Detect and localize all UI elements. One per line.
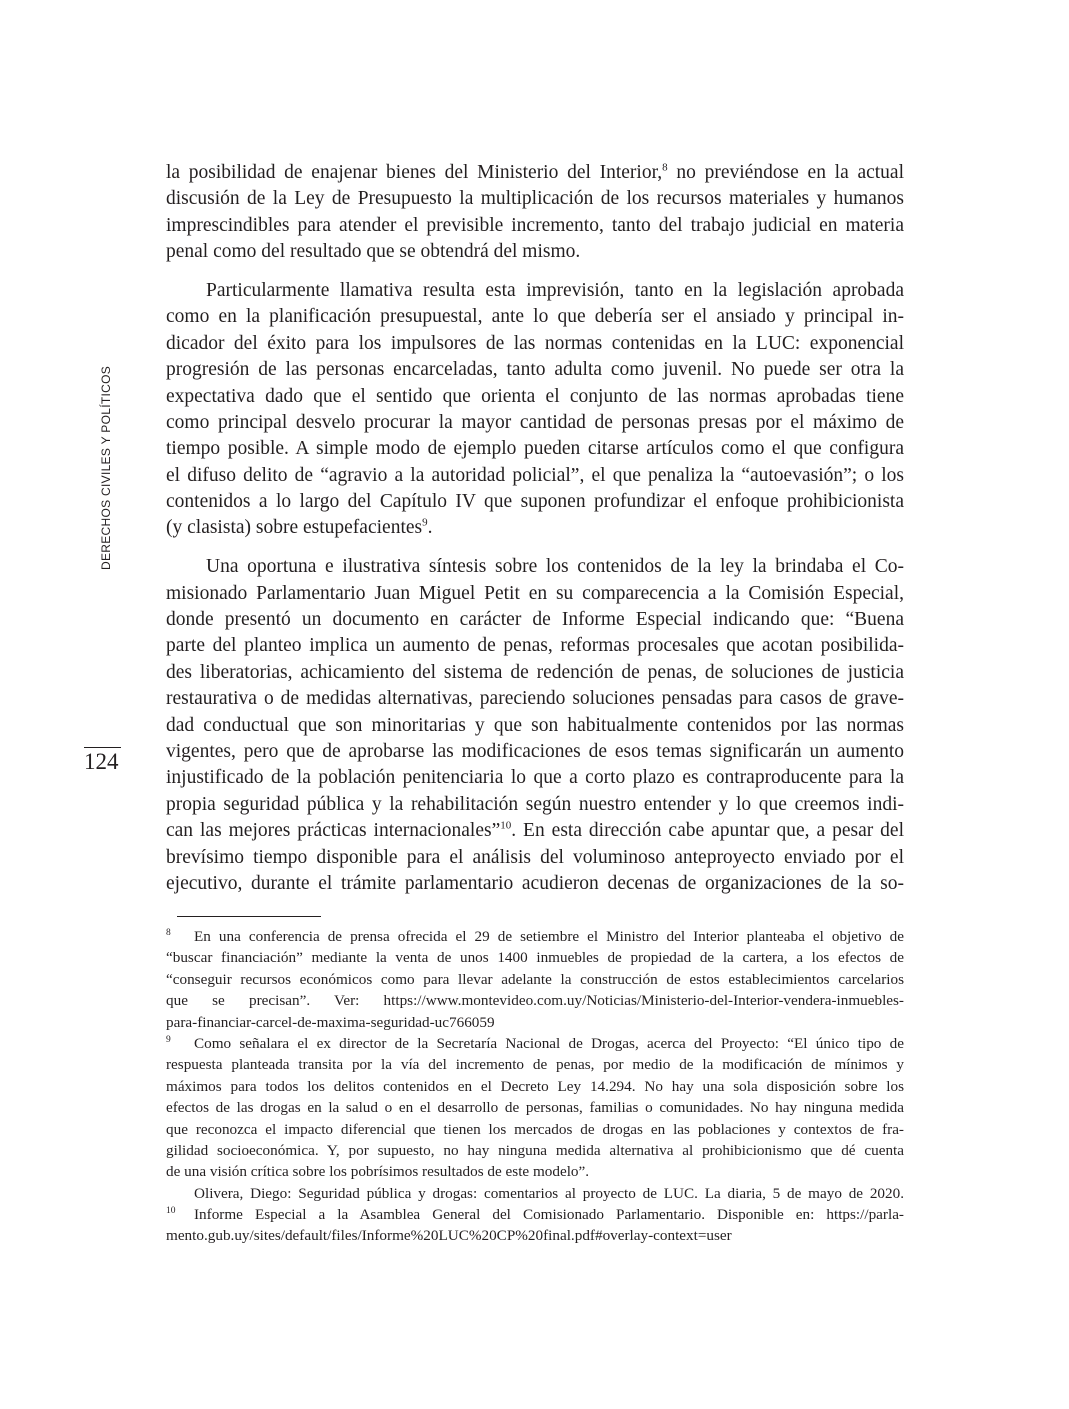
footnote-ref-9[interactable]: 9 [422,516,428,529]
text-line: Una oportuna e ilustrativa síntesis sobre los contenidos de la ley la brindaba el Co- [206,556,904,578]
paragraph-1 [166,160,904,266]
page-number: 124 [84,749,119,774]
text-line: ejecutivo, durante el trámite parlamentario acudieron decenas de organizaciones de la so- [166,872,904,894]
text-line: injustificado de la población penitenciaria lo que a corto plazo es contraproducente para la [166,767,904,789]
text-line: dad conductual que son minoritarias y que son habitualmente contenidos por las normas [166,714,904,736]
text-line: dicador del éxito para los impulsores de las normas contenidas en la LUC: exponencial [166,332,904,354]
footnote-ref-10[interactable]: 10 [500,819,512,832]
footnote-number: 9 [166,1034,171,1045]
paragraph-2 [166,278,904,542]
text-line: vigentes, pero que de aprobarse las modificaciones de esos temas significarán un aumento [166,740,904,762]
footnote-line: efectos de las drogas en la salud o en el desarrollo de personas, familias o comunidades. No hay ninguna medida [166,1099,904,1117]
text-line: misionado Parlamentario Juan Miguel Petit en su comparecencia a la Comisión Especial, [166,582,904,604]
footnote-line: “buscar financiación” mediante la venta de unos 1400 inmuebles de propiedad de la cartera, a los efectos de [166,949,904,967]
text-line: progresión de las personas encarceladas, tanto adulta como juvenil. No puede ser otra la [166,359,904,381]
footnote-line: 10 Informe Especial a la Asamblea General del Comisionado Parlamentario. Disponible en: https://parla- [166,1204,904,1225]
text-line: propia seguridad pública y la rehabilitación según nuestro entender y lo que creemos indi- [166,793,904,815]
footnote-separator [177,916,321,917]
text-line: como en la planificación presupuestal, ante lo que debería ser el ansiado y principal in- [166,306,904,328]
footnotes [166,926,904,1247]
paragraph-3 [166,554,904,897]
footnote-link-line[interactable]: para-financiar-carcel-de-maxima-seguridad-uc766059 [166,1013,495,1031]
footnote-line: “conseguir recursos económicos como para llevar adelante la construcción de estos establecimientos carcelarios [166,970,904,988]
text-line: penal como del resultado que se obtendrá del mismo. [166,241,581,263]
text-line: imprescindibles para atender el previsible incremento, tanto del trabajo judicial en materia [166,214,904,236]
footnote-line: respuesta planteada transita por la vía del incremento de penas, por medio de la modificación de mínimos y [166,1056,904,1074]
text-line: como principal desvelo procurar la mayor cantidad de personas presas por el máximo de [166,411,904,433]
footnote-line: de una visión crítica sobre los pobrísimos resultados de este modelo”. [166,1163,590,1181]
text-line: brevísimo tiempo disponible para el análisis del voluminoso anteproyecto enviado por el [166,846,904,868]
footnote-8 [166,926,904,1033]
text-line: la posibilidad de enajenar bienes del Ministerio del Interior,$^8$ no previéndose en la actual [166,161,904,183]
text-line: contenidos a lo largo del Capítulo IV que suponen profundizar el enfoque prohibicionista [166,491,904,513]
text-line: des liberatorias, achicamiento del sistema de redención de penas, de soluciones de justicia [166,661,904,683]
main-body-text [166,160,904,897]
text-line: can las mejores prácticas internacionales”$^{10}$. En esta dirección cabe apuntar que, a pesar del [166,819,905,842]
text-line: restaurativa o de medidas alternativas, pareciendo soluciones pensadas para casos de grave- [166,688,904,710]
footnote-line: que reconozca el impacto diferencial que tienen los mercados de drogas en las poblaciones y contextos de fra- [166,1120,904,1138]
text-line: donde presentó un documento en carácter de Informe Especial indicando que: “Buena [166,609,904,631]
footnote-number: 8 [166,928,171,938]
footnote-9 [166,1033,904,1204]
footnote-10 [166,1204,904,1247]
text-line: tiempo posible. A simple modo de ejemplo pueden citarse artículos como el que configura [166,438,904,460]
text-line: (y clasista) sobre estupefacientes$^9$. [166,516,433,539]
footnote-line: que se precisan”. Ver: https://www.montevideo.com.uy/Noticias/Ministerio-del-Interior-vendera-inmuebles- [166,992,904,1010]
footnote-line: máximos para todos los delitos contenidos en el Decreto Ley 14.294. No hay una sola disposición sobre los [166,1077,904,1095]
footnote-citation-line: Olivera, Diego: Seguridad pública y drogas: comentarios al proyecto de LUC. La diaria, 5 de mayo de 2020. [194,1184,904,1202]
footnote-ref-8[interactable]: 8 [662,161,668,174]
text-line: expectativa dado que el sentido que orienta el conjunto de las normas aprobadas tiene [166,385,904,407]
running-section-title-text: DERECHOS CIVILES Y POLÍTICOS [99,365,113,571]
text-line: parte del planteo implica un aumento de penas, reformas procesales que acotan posibilida- [166,635,904,657]
footnote-line: gilidad socioeconómica. Y, por supuesto, no hay ninguna medida alternativa al prohibicionismo que dé cuenta [166,1141,904,1159]
footnote-link-line[interactable]: mento.gub.uy/sites/default/files/Informe%20LUC%20CP%20final.pdf#overlay-context=user [166,1227,732,1245]
footnote-number: 10 [166,1206,176,1217]
text-line: discusión de la Ley de Presupuesto la multiplicación de los recursos materiales y humanos [166,188,904,210]
text-line: el difuso delito de “agravio a la autoridad policial”, el que penaliza la “autoevasión”; o los [166,464,904,486]
text-line: Particularmente llamativa resulta esta imprevisión, tanto en la legislación aprobada [206,279,904,301]
footnote-line: 9 Como señalara el ex director de la Secretaría Nacional de Drogas, acerca del Proyecto: “El único tipo de [166,1033,904,1054]
footnote-line: 8 En una conferencia de prensa ofrecida el 29 de setiembre el Ministro del Interior planteaba el objetivo de [166,926,904,947]
